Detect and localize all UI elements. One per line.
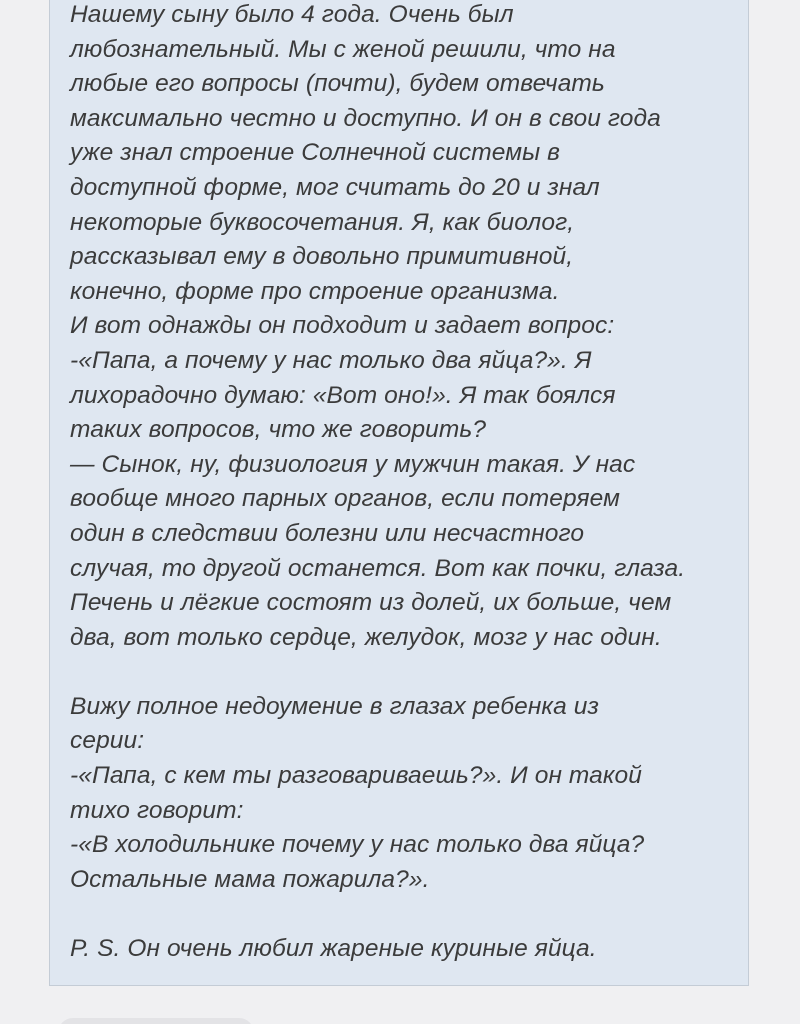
paragraph-spacer [70, 897, 740, 932]
next-element-placeholder [58, 1018, 254, 1024]
post-card [49, 0, 749, 986]
post-paragraph-2: Вижу полное недоумение в глазах ребенка из серии: -«Папа, с кем ты разговариваешь?». И он такой тихо говорит: -«В холодильнике почему у нас только два яйца? Остальные мама пожарила?». [70, 692, 645, 893]
post-paragraph-3: P. S. Он очень любил жареные куриные яйца. [70, 935, 597, 963]
post-paragraph-1: Нашему сыну было 4 года. Очень был любознательный. Мы с женой решили, что на любые его вопросы (почти), будем отвечать максимально честно и доступно. И он в свои года уже знал строение Солнечной системы в доступной форме, мог считать до 20 и знал некоторые буквосочетания. Я, как биолог, рассказывал ему в довольно примитивной, конечно, форме про строение организма. И вот однажды он подходит и задает вопрос: -«Папа, а почему у нас только два яйца?». Я лихорадочно думаю: «Вот оно!». Я так боялся таких вопросов, что же говорить? — Сынок, ну, физиология у мужчин такая. У нас вообще много парных органов, если потеряем один в следствии болезни или несчастного случая, то другой останется. Вот как почки, глаза. Печень и лёгкие состоят из долей, их больше, чем два, вот только сердце, желудок, мозг у нас один. [70, 1, 686, 651]
post-text [70, 0, 740, 967]
paragraph-spacer [70, 655, 740, 690]
